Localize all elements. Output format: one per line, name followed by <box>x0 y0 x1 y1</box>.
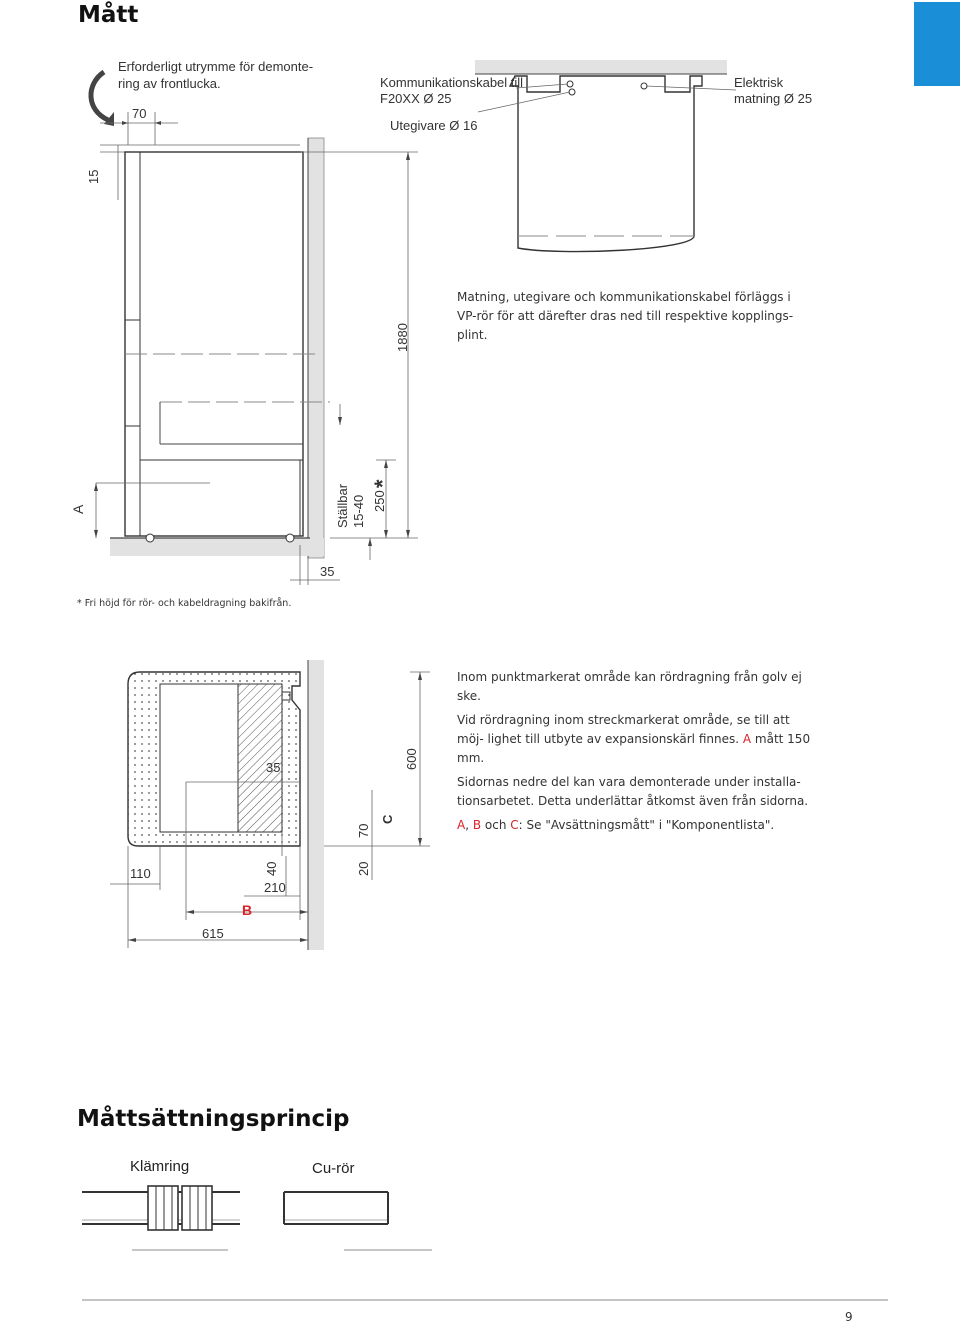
dim-110: 110 <box>130 866 151 881</box>
page-title: Mått <box>78 2 139 28</box>
dim-70-top: 70 <box>132 106 147 121</box>
plan-note-2-a: A <box>742 732 752 746</box>
asterisk: * <box>370 479 395 488</box>
adjustable-line-2: 15-40 <box>351 494 366 528</box>
comm-cable-line-2: F20XX Ø 25 <box>380 91 452 106</box>
adjustable-line-1: Ställbar <box>335 483 350 528</box>
dim-35-plan: 35 <box>266 760 281 775</box>
dim-15: 15 <box>86 169 101 184</box>
dim-1880: 1880 <box>395 323 410 352</box>
plan-note-4 <box>457 816 817 835</box>
dim-250: 250 <box>372 490 387 512</box>
plan-note-4-b: B <box>472 818 482 832</box>
outdoor-sensor-label: Utegivare Ø 16 <box>390 118 478 133</box>
dim-70-plan: 70 <box>356 823 371 838</box>
plan-note-2-text: Vid rördragning inom streckmarkerat område, se till att möj- lighet till utbyte av expansionskärl finnes. <box>457 713 790 746</box>
supply-note-line-2: VP-rör för att därefter dras ned till respektive kopplings- <box>457 309 794 323</box>
dim-40: 40 <box>264 861 279 876</box>
service-space-note <box>118 58 313 92</box>
label-b: B <box>242 902 253 918</box>
removal-arrow-icon <box>91 72 108 120</box>
electric-line-1: Elektrisk <box>734 75 784 90</box>
plan-note-4-c: C <box>510 818 519 832</box>
section-title: Måttsättningsprincip <box>77 1106 350 1132</box>
label-a: A <box>70 504 86 514</box>
comm-cable-label <box>380 75 523 107</box>
cu-pipe-label: Cu-rör <box>312 1160 355 1177</box>
electric-supply-label <box>734 75 812 107</box>
plan-note-2 <box>457 711 817 768</box>
plan-note-3: Sidornas nedre del kan vara demonterade under installa- tionsarbetet. Detta underlättar åtkomst även från sidorna. <box>457 775 809 808</box>
clamp-ring-label: Klämring <box>130 1158 190 1175</box>
service-space-line-1: Erforderligt utrymme för demonte- <box>118 59 314 74</box>
plan-note-4-a: A <box>457 818 466 832</box>
dim-600: 600 <box>404 748 419 770</box>
service-space-line-2: ring av frontlucka. <box>118 76 221 91</box>
plan-note-1: Inom punktmarkerat område kan rördragning från golv ej ske. <box>457 670 802 703</box>
dim-35-top: 35 <box>320 564 335 579</box>
supply-note-line-3: plint. <box>457 328 488 342</box>
dim-210: 210 <box>264 880 286 895</box>
plan-note-4-sep-2: och <box>481 818 511 832</box>
plan-notes <box>457 668 817 835</box>
dim-20: 20 <box>356 861 371 876</box>
plan-note-4-sep-1: , <box>465 818 473 832</box>
comm-cable-line-1: Kommunikationskabel till <box>380 75 524 90</box>
plan-note-4-rest: : Se "Avsättningsmått" i "Komponentlista". <box>518 818 775 832</box>
supply-note <box>457 288 793 345</box>
plan-note-2-tail: mått 150 mm. <box>457 732 811 765</box>
dim-615: 615 <box>202 926 224 941</box>
footnote: * Fri höjd för rör- och kabeldragning bakifrån. <box>77 598 292 609</box>
electric-line-2: matning Ø 25 <box>734 91 813 106</box>
page-number: 9 <box>845 1310 853 1324</box>
supply-note-line-1: Matning, utegivare och kommunikationskabel förläggs i <box>457 290 791 304</box>
label-c: C <box>380 814 395 824</box>
